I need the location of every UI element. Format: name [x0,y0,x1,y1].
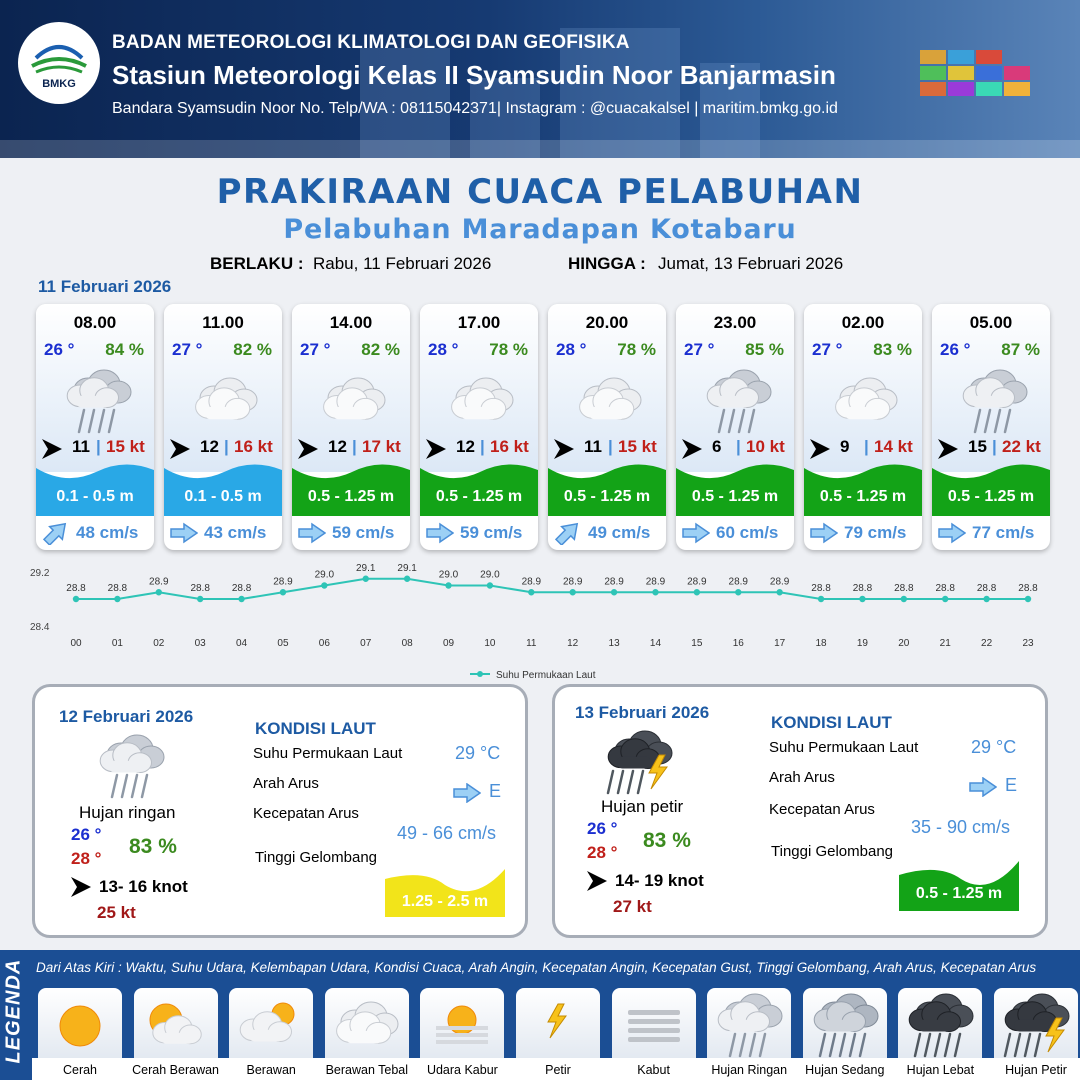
legend-item [420,988,504,1068]
day3-wave-label: Tinggi Gelombang [771,843,894,860]
day3-condition: Hujan petir [601,797,684,816]
card-current [676,516,794,550]
legend-item-label: Cerah Berawan [132,1063,220,1077]
card-temperature: 28 ° [428,340,459,359]
day2-wind-speed: 13- 16 knot [99,877,188,896]
x-tick-label: 23 [1022,638,1034,649]
card-wave-graphic [36,456,154,516]
card-current-speed: 48 cm/s [76,523,139,542]
card-wave-height: 0.5 - 1.25 m [307,488,395,505]
current-arrow-icon [938,521,966,545]
card-current-speed: 79 cm/s [844,523,907,542]
card-weather-icon [698,366,772,434]
card-gust: 17 kt [362,437,401,456]
legend-item-label: Hujan Petir [1005,1063,1067,1077]
forecast-card [932,304,1050,550]
card-wave-graphic [548,456,666,516]
day3-temp-min: 26 ° [587,819,618,838]
data-point [114,596,120,602]
card-wave-height: 0.5 - 1.25 m [819,488,907,505]
card-gust: 22 kt [1002,437,1041,456]
card-wave-height: 0.5 - 1.25 m [691,488,779,505]
x-tick-label: 14 [649,638,662,649]
legend-item [898,988,982,1068]
legend-item-label: Hujan Ringan [711,1063,788,1077]
legend-item [325,988,409,1068]
card-wave-graphic [932,456,1050,516]
data-point [694,589,700,595]
data-point [156,589,162,595]
data-label: 28.9 [562,576,583,588]
card-current-speed: 60 cm/s [716,523,779,542]
legend-berawan-icon [231,990,315,1064]
forecast-card [676,304,794,550]
card-time: 20.00 [585,313,629,332]
card-current-speed: 77 cm/s [972,523,1035,542]
card-wind-speed: 9 [840,437,850,456]
x-tick-label: 20 [898,638,910,649]
day2-humidity: 83 % [129,835,177,858]
data-label: 28.9 [728,576,748,588]
card-gust: 15 kt [618,437,657,456]
bmkg-logo [18,22,100,104]
card-wave-graphic [676,456,794,516]
legend-side [0,950,30,1080]
current-arrow-icon [682,521,710,545]
current-arrow-icon [453,783,481,803]
card-humidity: 78 % [489,340,528,359]
card-gust: 15 kt [106,437,145,456]
data-point [280,589,286,595]
data-point [859,596,865,602]
day3-humidity: 83 % [643,829,691,852]
card-humidity: 84 % [105,340,144,359]
data-label: 28.8 [976,583,997,594]
day2-weather-icon [91,731,171,805]
legend-item [994,988,1078,1068]
card-wave-height: 0.5 - 1.25 m [435,488,523,505]
legend-item-label: Petir [545,1063,571,1077]
data-point [197,596,203,602]
card-wave-graphic [292,456,410,516]
card-time: 11.00 [202,313,244,332]
card-time: 05.00 [969,313,1013,332]
card-humidity: 87 % [1001,340,1040,359]
data-point [73,596,79,602]
day3-temp-max: 28 ° [587,843,618,862]
day2-dir-value: E [489,781,502,801]
card-separator: | [480,437,485,456]
day3-wave-value: 0.5 - 1.25 m [915,885,1003,902]
day2-speed-value: 49 - 66 cm/s [397,823,497,843]
data-label: 28.8 [1018,583,1038,594]
x-tick-label: 01 [111,638,123,649]
card-humidity: 82 % [361,340,400,359]
legend-item-label: Berawan [246,1063,296,1077]
legend-item [516,988,600,1068]
data-point [983,596,989,602]
data-label: 28.8 [852,583,873,594]
x-tick-label: 07 [360,638,372,649]
day2-condition: Hujan ringan [79,803,176,822]
day3-dir-value: E [1005,775,1018,795]
card-separator: | [992,437,997,456]
card-weather-icon [954,366,1028,434]
x-tick-label: 17 [774,638,786,649]
contact-info: Bandara Syamsudin Noor No. Telp/WA : 08115042371| Instagram : @cuacakalsel | maritim.bmkg.go.id [112,100,838,117]
data-point [404,576,410,582]
forecast-card [292,304,410,550]
day2-gust: 25 kt [97,903,136,922]
data-point [528,589,534,595]
legend-item-label: Kabut [637,1063,670,1077]
data-label: 29.0 [438,569,459,581]
card-current-speed: 49 cm/s [588,523,651,542]
card-wind-speed: 11 [72,437,90,456]
legend-berawan-tebal-icon [327,990,411,1064]
card-temperature: 26 ° [44,340,75,359]
legend-hujan-lebat-icon [900,990,984,1064]
legend-item-label: Berawan Tebal [325,1063,409,1077]
day1-date: 11 Februari 2026 [38,277,172,296]
legend-udara-kabur-icon [422,990,506,1064]
legend-item-label: Cerah [62,1063,98,1077]
legend-item [707,988,791,1068]
day2-dir-label: Arah Arus [253,775,319,792]
data-label: 28.9 [645,576,666,588]
legend-marker [477,671,483,677]
card-wind-speed: 11 [584,437,602,456]
day2-temp-max: 28 ° [71,849,102,868]
x-tick-label: 09 [442,638,455,649]
day3-dir-label: Arah Arus [769,769,835,786]
data-label: 28.8 [894,583,914,594]
data-point [652,589,658,595]
day2-panel [32,684,528,938]
page-subtitle: Pelabuhan Maradapan Kotabaru [283,214,797,245]
card-temperature: 28 ° [556,340,587,359]
data-label: 28.9 [769,576,790,588]
wind-arrow-icon [71,877,93,897]
x-tick-label: 19 [856,638,868,649]
x-tick-label: 21 [939,638,951,649]
legend-item-label: Hujan Sedang [805,1063,885,1077]
x-tick-label: 02 [153,638,165,649]
day3-panel [552,684,1048,938]
card-wind-speed: 12 [456,437,475,456]
card-wave-graphic [164,456,282,516]
x-tick-label: 18 [815,638,827,649]
card-current [548,516,666,550]
day2-sea-title: KONDISI LAUT [255,719,376,738]
data-point [569,589,575,595]
x-tick-label: 16 [732,638,744,649]
card-time: 17.00 [457,313,501,332]
sea-surface-temp-chart [30,562,1050,682]
valid-from-value: Rabu, 11 Februari 2026 [313,254,492,273]
forecast-card [804,304,922,550]
data-label: 28.8 [190,583,210,594]
legend-hujan-petir-icon [996,990,1080,1064]
logo-text: BMKG [42,78,76,90]
card-separator: | [224,437,229,456]
x-tick-label: 05 [277,638,289,649]
card-time: 23.00 [713,313,757,332]
current-arrow-icon [170,521,198,545]
legend-hujan-sedang-icon [805,990,889,1064]
forecast-card [164,304,282,550]
legend-series-name: Suhu Permukaan Laut [496,670,596,681]
day2-sst-label: Suhu Permukaan Laut [253,745,403,762]
day3-sea-title: KONDISI LAUT [771,713,892,732]
data-point [445,582,451,588]
x-tick-label: 13 [608,638,620,649]
card-wave-graphic [804,456,922,516]
series-line [76,579,1028,599]
card-current-speed: 59 cm/s [332,523,395,542]
card-weather-icon [826,366,900,434]
card-separator: | [608,437,613,456]
card-separator: | [864,437,869,456]
data-label: 28.8 [935,583,955,594]
data-label: 28.8 [231,583,252,594]
card-wave-height: 0.5 - 1.25 m [563,488,651,505]
card-current-speed: 43 cm/s [204,523,267,542]
data-label: 28.9 [149,576,169,588]
data-point [776,589,782,595]
card-wave-height: 0.5 - 1.25 m [947,488,1035,505]
card-weather-icon [186,366,260,434]
day2-temp-min: 26 ° [71,825,102,844]
card-wind-speed: 12 [200,437,219,456]
valid-from-label: BERLAKU : [210,254,304,273]
card-temperature: 27 ° [172,340,203,359]
card-wave-height: 0.1 - 0.5 m [184,488,262,505]
wind-arrow-icon [587,871,609,891]
card-gust: 10 kt [746,437,785,456]
day3-weather-icon [599,727,679,801]
card-humidity: 82 % [233,340,272,359]
data-point [321,582,327,588]
day2-wave-value: 1.25 - 2.5 m [401,893,489,910]
legend-item [803,988,887,1068]
data-point [363,576,369,582]
data-label: 28.8 [107,583,128,594]
card-current [292,516,410,550]
card-temperature: 26 ° [940,340,971,359]
current-arrow-icon [554,521,582,545]
legend-petir-icon [518,990,602,1064]
data-point [901,596,907,602]
day3-gust: 27 kt [613,897,652,916]
current-arrow-icon [426,521,454,545]
day3-speed-label: Kecepatan Arus [769,801,875,818]
forecast-card [36,304,154,550]
data-label: 29.1 [356,562,376,574]
card-current [164,516,282,550]
card-gust: 16 kt [490,437,529,456]
legend-item [134,988,218,1068]
card-weather-icon [314,366,388,434]
data-label: 28.9 [604,576,624,588]
legend-description: Dari Atas Kiri : Waktu, Suhu Udara, Kelembapan Udara, Kondisi Cuaca, Arah Angin, Kecepatan Angin, Kecepatan Gust, Tinggi Gelombang, Arah Arus, Kecepatan Arus [36,960,1037,975]
forecast-card [420,304,538,550]
day3-sst-value: 29 °C [971,737,1017,757]
card-time: 14.00 [329,313,373,332]
legend-item [229,988,313,1068]
data-label: 29.0 [480,569,500,581]
card-current-speed: 59 cm/s [460,523,523,542]
legend-item [38,988,122,1068]
card-weather-icon [570,366,644,434]
x-tick-label: 06 [318,638,330,649]
card-humidity: 83 % [873,340,912,359]
x-tick-label: 08 [401,638,413,649]
data-point [487,582,493,588]
y-tick-label: 28.4 [30,622,50,633]
card-humidity: 78 % [617,340,656,359]
card-time: 02.00 [841,313,885,332]
card-gust: 14 kt [874,437,913,456]
legend-label: LEGENDA [2,958,25,1064]
card-wave-graphic [420,456,538,516]
legend-cerah-icon [40,990,124,1064]
data-label: 28.9 [687,576,707,588]
station-name: Stasiun Meteorologi Kelas II Syamsudin Noor Banjarmasin [112,60,836,90]
data-point [611,589,617,595]
legend-item-label: Udara Kabur [426,1063,498,1077]
data-label: 28.8 [66,583,86,594]
x-tick-label: 00 [70,638,82,649]
data-point [238,596,244,602]
x-tick-label: 22 [981,638,993,649]
data-label: 28.8 [811,583,831,594]
card-weather-icon [442,366,516,434]
legend-hujan-ringan-icon [709,990,793,1064]
x-tick-label: 12 [567,638,579,649]
card-current [804,516,922,550]
day3-date: 13 Februari 2026 [575,703,710,722]
card-gust: 16 kt [234,437,273,456]
valid-to-value: Jumat, 13 Februari 2026 [658,254,844,273]
day2-speed-label: Kecepatan Arus [253,805,359,822]
data-label: 29.1 [397,562,417,574]
day3-speed-value: 35 - 90 cm/s [911,817,1011,837]
card-temperature: 27 ° [684,340,715,359]
card-wind-speed: 15 [968,437,987,456]
legend-item-label: Hujan Lebat [906,1063,975,1077]
data-point [942,596,948,602]
current-arrow-icon [42,521,70,545]
card-humidity: 85 % [745,340,784,359]
day3-wind-speed: 14- 19 knot [615,871,704,890]
x-tick-label: 04 [236,638,248,649]
x-tick-label: 11 [526,638,537,649]
card-separator: | [96,437,101,456]
data-point [735,589,741,595]
day3-sst-label: Suhu Permukaan Laut [769,739,919,756]
day2-date: 12 Februari 2026 [59,707,194,726]
x-tick-label: 03 [194,638,206,649]
current-arrow-icon [298,521,326,545]
card-separator: | [352,437,357,456]
card-temperature: 27 ° [812,340,843,359]
valid-to-label: HINGGA : [568,254,646,273]
card-current [420,516,538,550]
current-arrow-icon [969,777,997,797]
data-label: 28.9 [273,576,293,588]
page-title: PRAKIRAAN CUACA PELABUHAN [216,172,864,212]
card-weather-icon [58,366,132,434]
y-tick-label: 29.2 [30,568,50,579]
card-wind-speed: 6 [712,437,722,456]
card-wind-speed: 12 [328,437,347,456]
legend-kabut-icon [614,990,698,1064]
data-point [818,596,824,602]
card-separator: | [736,437,741,456]
agency-name: BADAN METEOROLOGI KLIMATOLOGI DAN GEOFISIKA [112,32,630,53]
x-tick-label: 10 [484,638,496,649]
x-tick-label: 15 [691,638,703,649]
card-wave-height: 0.1 - 0.5 m [56,488,134,505]
legend-cerah-berawan-icon [136,990,220,1064]
forecast-card [548,304,666,550]
card-temperature: 27 ° [300,340,331,359]
current-arrow-icon [810,521,838,545]
card-current [932,516,1050,550]
day2-wave-label: Tinggi Gelombang [255,849,378,866]
data-label: 28.9 [521,576,542,588]
legend-item [612,988,696,1068]
card-current [36,516,154,550]
data-point [1025,596,1031,602]
day2-sst-value: 29 °C [455,743,501,763]
card-time: 08.00 [73,313,117,332]
data-label: 29.0 [314,569,335,581]
